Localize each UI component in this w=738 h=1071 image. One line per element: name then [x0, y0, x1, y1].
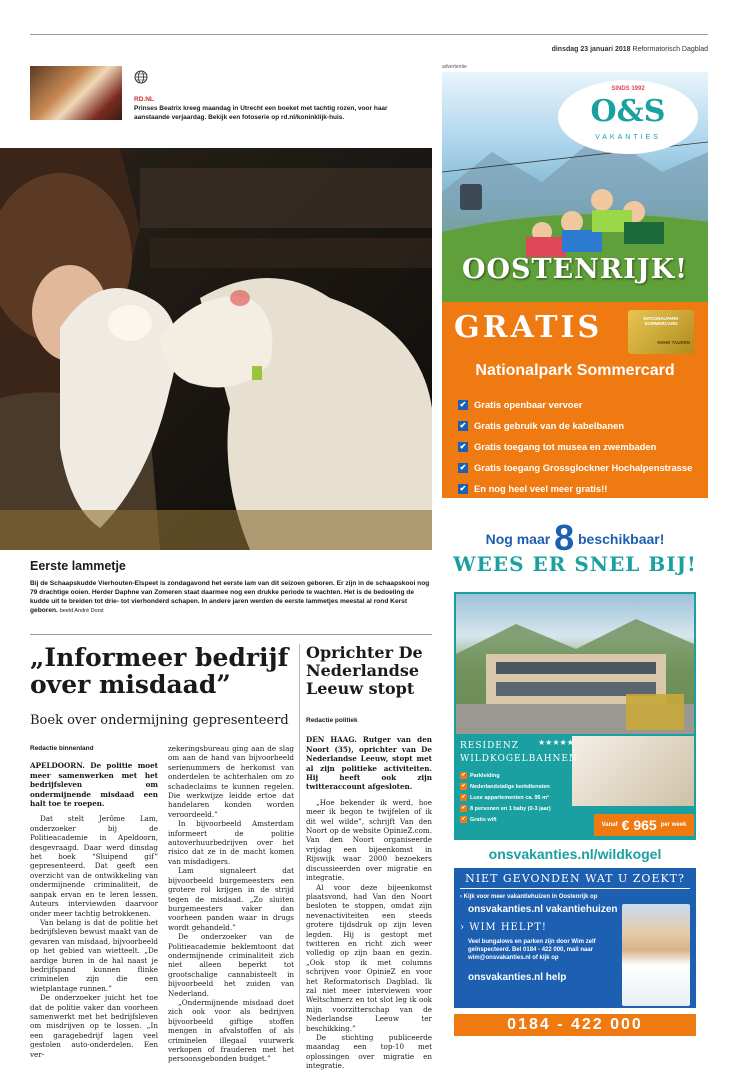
- feature-item: ✔ Nederlandstalige kerkdiensten: [461, 783, 550, 790]
- ad-banner-title: OOSTENRIJK!: [461, 254, 689, 285]
- article2-paragraph: „Hoe bekender ik werd, hoe meer ik begon te twijfelen of ik dit wel wilde”, schrijft Van den Noort op de website OpinieZ.com. Van den Noort organiseerde vrijdag een bijeenkomst in Rijswijk waar 2000 bezoekers discussieerden over migratie en integratie.: [306, 797, 432, 883]
- ad-offer-panel: [442, 302, 708, 498]
- residenz-name-line2: WILDKOGELBAHNEN: [460, 754, 578, 764]
- article2-headline[interactable]: Oprichter De Nederlandse Leeuw stopt: [306, 643, 423, 698]
- checkmark-icon: ✔: [461, 816, 466, 822]
- price-prefix: Vanaf: [601, 822, 618, 828]
- checkmark-icon: ✔: [461, 805, 466, 811]
- page-header: [552, 46, 708, 53]
- help-link[interactable]: onsvakanties.nl help: [468, 972, 567, 983]
- globe-icon: [134, 70, 148, 84]
- top-rule: [30, 34, 708, 35]
- ad-logo-since: SINDS 1992: [611, 86, 645, 92]
- checkmark-icon: ✔: [459, 420, 467, 430]
- benefit-item: ✔ En nog heel veel meer gratis!!: [459, 483, 608, 494]
- ad-logo[interactable]: [558, 80, 698, 154]
- section-rule: [30, 634, 432, 635]
- article1-paragraph: zekeringsbureau ging aan de slag om aan de hand van bijvoorbeeld serienummers de herkomst van onderdelen te achterhalen om zo schadeclaims te kunnen regelen. Die werkwijze leidde ertoe dat handelaren konden worden veroordeeld.”: [168, 744, 294, 819]
- article1-byline: Redactie binnenland: [30, 745, 94, 752]
- photo-caption-text: Bij de Schaapskudde Vierhouten-Elspeet is zondagavond het eerste lam van dit seizoen geboren. Er zijn in de schaapskooi nog 79 drachtige ooien. Herder Daphne van Zomeren staat daarmee nog een drukke periode te wachten. Het is de bedoeling de kudde uit te breiden tot drie- tot vierhonderd schapen. In andere jaren werden de eerste lammetjes meestal al rond Kerst geboren.: [30, 580, 430, 614]
- ad-hero: [442, 72, 708, 302]
- article1-paragraph: In bijvoorbeeld Amsterdam informeert de politie autoverhuurbedrijven over het risico dat ze in de macht komen van misdadigers.: [168, 819, 294, 866]
- article2-lead: DEN HAAG. Rutger van den Noort (35), oprichter van De Nederlandse Leeuw, stopt met al zijn politieke activiteiten. Hij heeft ook zijn twitteraccount afgesloten.: [306, 735, 432, 792]
- column-divider: [299, 644, 300, 1034]
- sommercard-card-text: NATIONALPARK SOMMERCARD: [643, 316, 679, 326]
- ad-label: advertentie: [442, 64, 467, 70]
- nog-maar-text: Nog maar: [485, 531, 551, 547]
- ad-benefit-list: [458, 394, 692, 499]
- feature-item: ✔ Gratis wifi: [461, 816, 497, 823]
- teaser-text: Prinses Beatrix kreeg maandag in Utrecht een boeket met tachtig rozen, voor haar aanstaande verjaardag. Bekijk een fotoserie op rd.nl/koninklijk-huis.: [134, 105, 388, 121]
- article1-column-1: [30, 744, 158, 1059]
- article1-headline[interactable]: „Informeer bedrijf over misdaad”: [30, 643, 289, 699]
- ad-sommercard-title: Nationalpark Sommercard: [475, 362, 675, 379]
- kijk-text: › Kijk voor meer vakantiehuizen in Oostenrijk op: [460, 894, 598, 900]
- feature-item: ✔ 8 personen en 1 baby (0-3 jaar): [461, 805, 551, 812]
- checkmark-icon: ✔: [461, 772, 466, 778]
- chevron-right-icon: ›: [460, 922, 465, 933]
- photo-caption: [30, 579, 432, 616]
- ad-residenz-panel[interactable]: [454, 592, 696, 840]
- article1-column-2: [168, 744, 294, 1064]
- feature-item: ✔ Parkleiding: [461, 772, 500, 779]
- vakantiehuizen-link[interactable]: onsvakanties.nl vakantiehuizen: [468, 904, 618, 915]
- teaser-site-link[interactable]: RD.NL: [134, 96, 154, 103]
- niet-gevonden-title: NIET GEVONDEN WAT U ZOEKT?: [465, 872, 685, 885]
- benefit-item: ✔ Gratis toegang Grossglockner Hochalpenstrasse: [459, 462, 693, 473]
- beschikbaar-text: beschikbaar!: [578, 531, 665, 547]
- teaser-thumbnail[interactable]: [30, 66, 122, 120]
- lamb-photo: [0, 148, 432, 550]
- article1-paragraph: Lam signaleert dat bijvoorbeeld burgemeesters een grotere rol krijgen in de strijd tegen de misdaad. „Zo sluiten burgemeesters vaker dan voorheen panden waar in drugs wordt gehandeld.”: [168, 866, 294, 932]
- article1-paragraph: De onderzoeker juicht het toe dat de politie vaker dan voorheen samenwerkt met het bedrijfsleven om misdrijven op te lossen. „In een garagebedrijf lagen veel gestolen auto-onderdelen. Een ver-: [30, 993, 158, 1059]
- checkmark-icon: ✔: [459, 483, 467, 493]
- article1-subhead: Boek over ondermijning gepresenteerd: [30, 713, 289, 728]
- price-suffix: per week: [660, 822, 687, 828]
- article2-byline: Redactie politiek: [306, 717, 358, 724]
- header-date: dinsdag 23 januari 2018: [551, 46, 631, 53]
- residenz-feature-list: [460, 770, 551, 825]
- ad-call-to-action: WEES ER SNEL BIJ!: [453, 552, 697, 576]
- wim-helpt-title: › WIM HELPT!: [460, 922, 547, 933]
- sommercard-card-sub: HOHE TAUERN: [657, 340, 690, 345]
- article1-paragraph: Dat stelt Jerôme Lam, onderzoeker bij de Politieacademie in Apeldoorn, desgevraagd. Daar werd dinsdag het boek “Sluipend gif” gepresenteerd. Dat geeft een overzicht van de ontwikkeling van ondermijnende criminaliteit, de aanpak ervan en te leren lessen. Auteurs interviewden daarvoor onder meer tachtig betrokkenen.: [30, 814, 158, 918]
- residenz-stars: ★★★★★: [538, 738, 574, 747]
- availability-count: 8: [554, 517, 575, 558]
- article2-paragraph: Al voor deze bijeenkomst plaatsvond, had Van den Noort besloten te stoppen, omdat zijn nevenactiviteiten een steeds grotere tijdsdruk op zijn leven legden. Hij is gestopt met twitteren en richt zich weer volledig op zijn baan en gezin. „Ook stop ik met columns schrijven voor OpinieZ en voor het Reformatorisch Dagblad. Ik zal niet meer interviewen voor Weltschmerz en tot slot leg ik ook mijn voorzitterschap van de Nederlandse Leeuw ter beschikking.”: [306, 882, 432, 1033]
- benefit-item: ✔ Gratis openbaar vervoer: [459, 399, 583, 410]
- checkmark-icon: ✔: [461, 783, 466, 789]
- ad-logo-sub: VAKANTIES: [595, 134, 661, 141]
- checkmark-icon: ✔: [459, 399, 467, 409]
- sommercard-image: [628, 310, 694, 354]
- residenz-interior-photo: [572, 736, 694, 806]
- residenz-photo: [456, 594, 694, 734]
- lamb-photo-illustration: [0, 148, 432, 550]
- wildkogel-link[interactable]: onsvakanties.nl/wildkogel: [488, 846, 662, 862]
- article1-lead: APELDOORN. De politie moet meer samenwerken met het bedrijfsleven om ondermijnende misdaad een halt toe te roepen.: [30, 761, 158, 809]
- photo-credit: beeld André Dorst: [59, 608, 104, 614]
- checkmark-icon: ✔: [459, 462, 467, 472]
- ad-help-panel: [454, 868, 696, 1008]
- article1-paragraph: De onderzoeker van de Politieacademie beklemtoont dat ondermijnende criminaliteit zich niet alleen beperkt tot grootschalige cannabisteelt in bijvoorbeeld het zuiden van Nederland.: [168, 932, 294, 998]
- article1-paragraph: Van belang is dat de politie het bedrijfsleven bewust maakt van de gevaren van misdaad, bijvoorbeeld op het gebied van wietteelt. „De aardige buren in de hal naast je bedrijfspand kunnen flinke criminelen zijn die een wietplantage runnen.”: [30, 917, 158, 993]
- feature-item: ✔ Luxe appartementen ca. 95 m²: [461, 794, 549, 801]
- residenz-photo-scene: [456, 594, 694, 734]
- checkmark-icon: ✔: [461, 794, 466, 800]
- phone-number[interactable]: 0184 - 422 000: [454, 1014, 696, 1036]
- price-badge: [594, 814, 694, 836]
- article2-column: [306, 716, 432, 1071]
- article1-paragraph: „Ondermijnende misdaad doet zich ook voor als bedrijven bijvoorbeeld giftige stoffen mengen in afvalstoffen of als criminelen illegaal vuurwerk verkopen of frauderen met het persoonsgebonden budget.”: [168, 997, 294, 1064]
- photo-caption-title: Eerste lammetje: [30, 559, 126, 573]
- price-value: € 965: [621, 817, 657, 833]
- article2-paragraph: De stichting publiceerde maandag een top-10 met oplossingen over migratie en integratie.: [306, 1033, 432, 1071]
- residenz-name-line1: RESIDENZ: [460, 741, 519, 751]
- benefit-item: ✔ Gratis gebruik van de kabelbanen: [459, 420, 625, 431]
- ad-logo-text: O&S: [590, 94, 666, 129]
- ad-gratis: GRATIS: [454, 310, 603, 345]
- wim-portrait: [622, 904, 690, 1006]
- help-panel-divider: [460, 888, 690, 889]
- header-paper: Reformatorisch Dagblad: [632, 46, 708, 53]
- benefit-item: ✔ Gratis toegang tot musea en zwembaden: [459, 441, 657, 452]
- chevron-right-icon: ›: [460, 894, 462, 900]
- advertisement[interactable]: [442, 72, 708, 1060]
- wim-text: Veel bungalows en parken zijn door Wim zelf geïnspecteerd. Bel 0184 - 422 000, mail naar wim@onsvakanties.nl of kijk op: [468, 939, 596, 961]
- checkmark-icon: ✔: [459, 441, 467, 451]
